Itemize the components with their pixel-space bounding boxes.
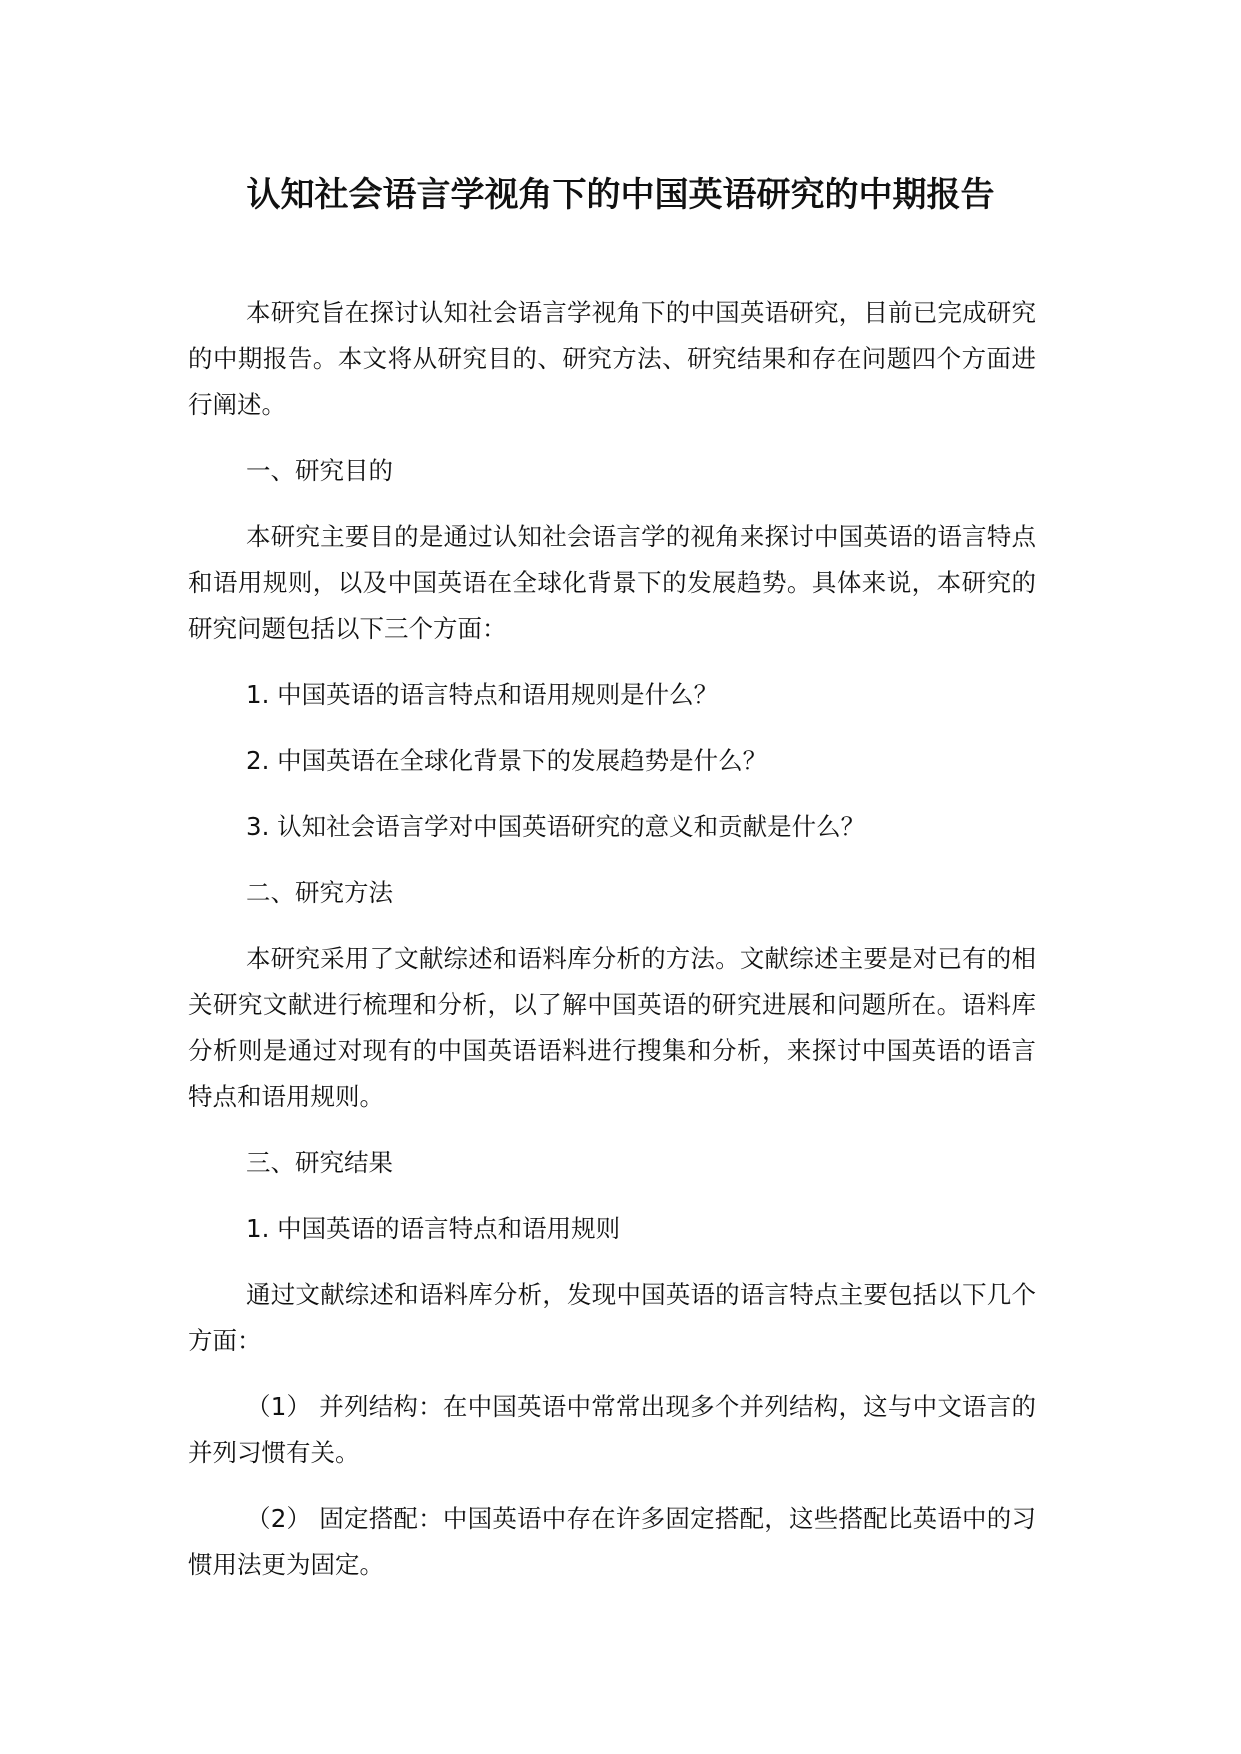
- results-paragraph: 通过文献综述和语料库分析，发现中国英语的语言特点主要包括以下几个方面：: [188, 1280, 1036, 1355]
- section-heading-method: 二、研究方法: [246, 878, 393, 907]
- method-paragraph: 本研究采用了文献综述和语料库分析的方法。文献综述主要是对已有的相关研究文献进行梳理和分析，以了解中国英语的研究进展和问题所在。语料库分析则是通过对现有的中国英语语料进行搜集和分析，来探讨中国英语的语言特点和语用规则。: [188, 944, 1036, 1111]
- document-title: 认知社会语言学视角下的中国英语研究的中期报告: [246, 175, 995, 215]
- section-heading-purpose: 一、研究目的: [246, 456, 393, 485]
- intro-paragraph: 本研究旨在探讨认知社会语言学视角下的中国英语研究，目前已完成研究的中期报告。本文将从研究目的、研究方法、研究结果和存在问题四个方面进行阐述。: [188, 298, 1036, 419]
- results-item-2: （2） 固定搭配：中国英语中存在许多固定搭配，这些搭配比英语中的习惯用法更为固定。: [188, 1504, 1036, 1579]
- results-subheading-1: 1. 中国英语的语言特点和语用规则: [246, 1214, 621, 1243]
- section-heading-results: 三、研究结果: [246, 1148, 393, 1177]
- research-question-2: 2. 中国英语在全球化背景下的发展趋势是什么？: [246, 746, 768, 775]
- purpose-paragraph: 本研究主要目的是通过认知社会语言学的视角来探讨中国英语的语言特点和语用规则，以及中国英语在全球化背景下的发展趋势。具体来说，本研究的研究问题包括以下三个方面：: [188, 522, 1036, 643]
- document-body: [188, 290, 1036, 1608]
- research-question-1: 1. 中国英语的语言特点和语用规则是什么？: [246, 680, 719, 709]
- results-item-1: （1） 并列结构：在中国英语中常常出现多个并列结构，这与中文语言的并列习惯有关。: [188, 1392, 1036, 1467]
- research-question-3: 3. 认知社会语言学对中国英语研究的意义和贡献是什么？: [246, 812, 866, 841]
